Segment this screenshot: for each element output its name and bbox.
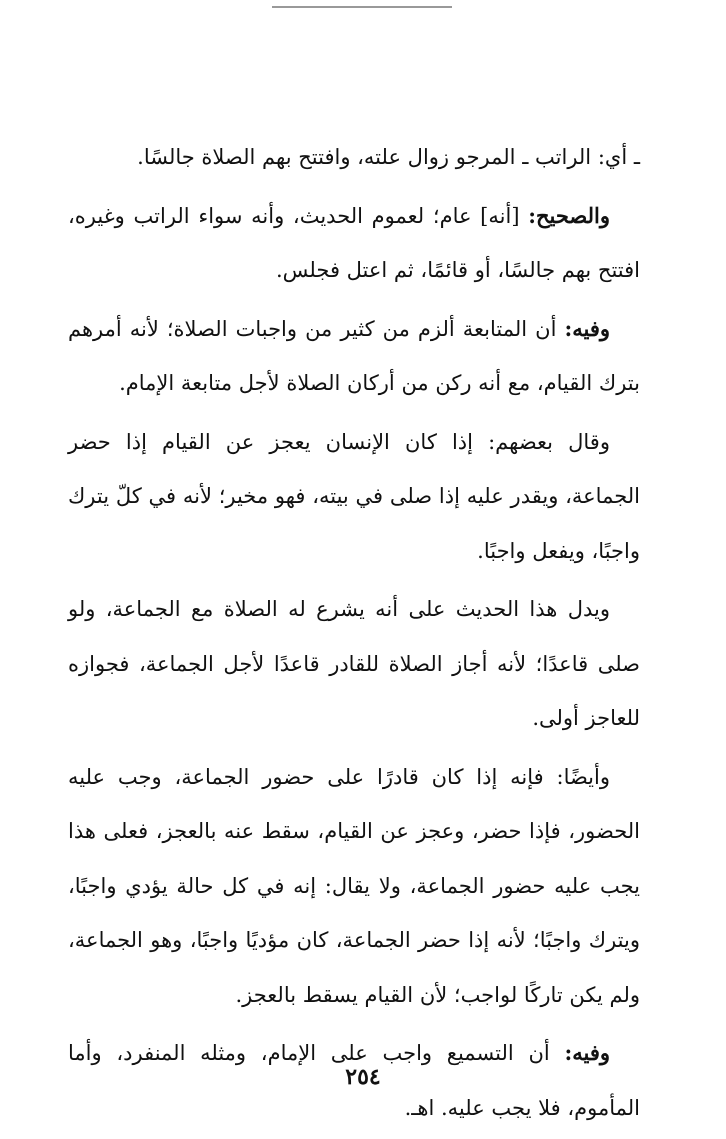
paragraph-1: [68, 130, 640, 185]
paragraph-4: [68, 415, 640, 579]
paragraph-5: [68, 582, 640, 746]
paragraph-2-text: [أنه] عام؛ لعموم الحديث، وأنه سواء الراتب وغيره، افتتح بهم جالسًا، أو قائمًا، ثم اعتل فجلس.: [68, 203, 640, 282]
paragraph-7-text: أن التسميع واجب على الإمام، ومثله المنفرد، وأما المأموم، فلا يجب عليه. اهـ.: [68, 1041, 640, 1120]
paragraph-7-lead: وفيه:: [564, 1040, 610, 1065]
paragraph-3: [68, 302, 640, 411]
paragraph-2-lead: والصحيح:: [528, 202, 610, 228]
paragraph-6-text: وأيضًا: فإنه إذا كان قادرًا على حضور الجماعة، وجب عليه الحضور، فإذا حضر، وعجز عن القيام، سقط عنه بالعجز، فعلى هذا يجب عليه حضور الجماعة، ولا يقال: إنه في كل حالة يؤدي واجبًا، ويترك واجبًا؛ لأنه إذا حضر الجماعة، كان مؤديًا واجبًا، وهو الجماعة، ولم يكن تاركًا لواجب؛ لأن القيام يسقط بالعجز.: [68, 764, 640, 1007]
paragraph-2: [68, 189, 640, 298]
paragraph-3-text: أن المتابعة ألزم من كثير من واجبات الصلاة؛ لأنه أمرهم بترك القيام، مع أنه ركن من أركان الصلاة لأجل متابعة الإمام.: [68, 316, 640, 395]
paragraph-3-lead: وفيه:: [564, 315, 610, 341]
page-number: ٢٥٤: [345, 1064, 381, 1090]
paragraph-4-text: وقال بعضهم: إذا كان الإنسان يعجز عن القيام إذا حضر الجماعة، ويقدر عليه إذا صلى في بيته، فهو مخير؛ لأنه في كلّ يترك واجبًا، ويفعل واجبًا.: [68, 429, 640, 563]
paragraph-1-text: ـ أي: الراتب ـ المرجو زوال علته، وافتتح بهم الصلاة جالسًا.: [137, 145, 640, 169]
paragraph-6: [68, 750, 640, 1023]
page-body: [68, 130, 640, 1139]
header-rule: [272, 2, 452, 8]
paragraph-5-text: ويدل هذا الحديث على أنه يشرع له الصلاة مع الجماعة، ولو صلى قاعدًا؛ لأنه أجاز الصلاة للقادر قاعدًا لأجل الجماعة، فجوازه للعاجز أولى.: [68, 597, 640, 730]
